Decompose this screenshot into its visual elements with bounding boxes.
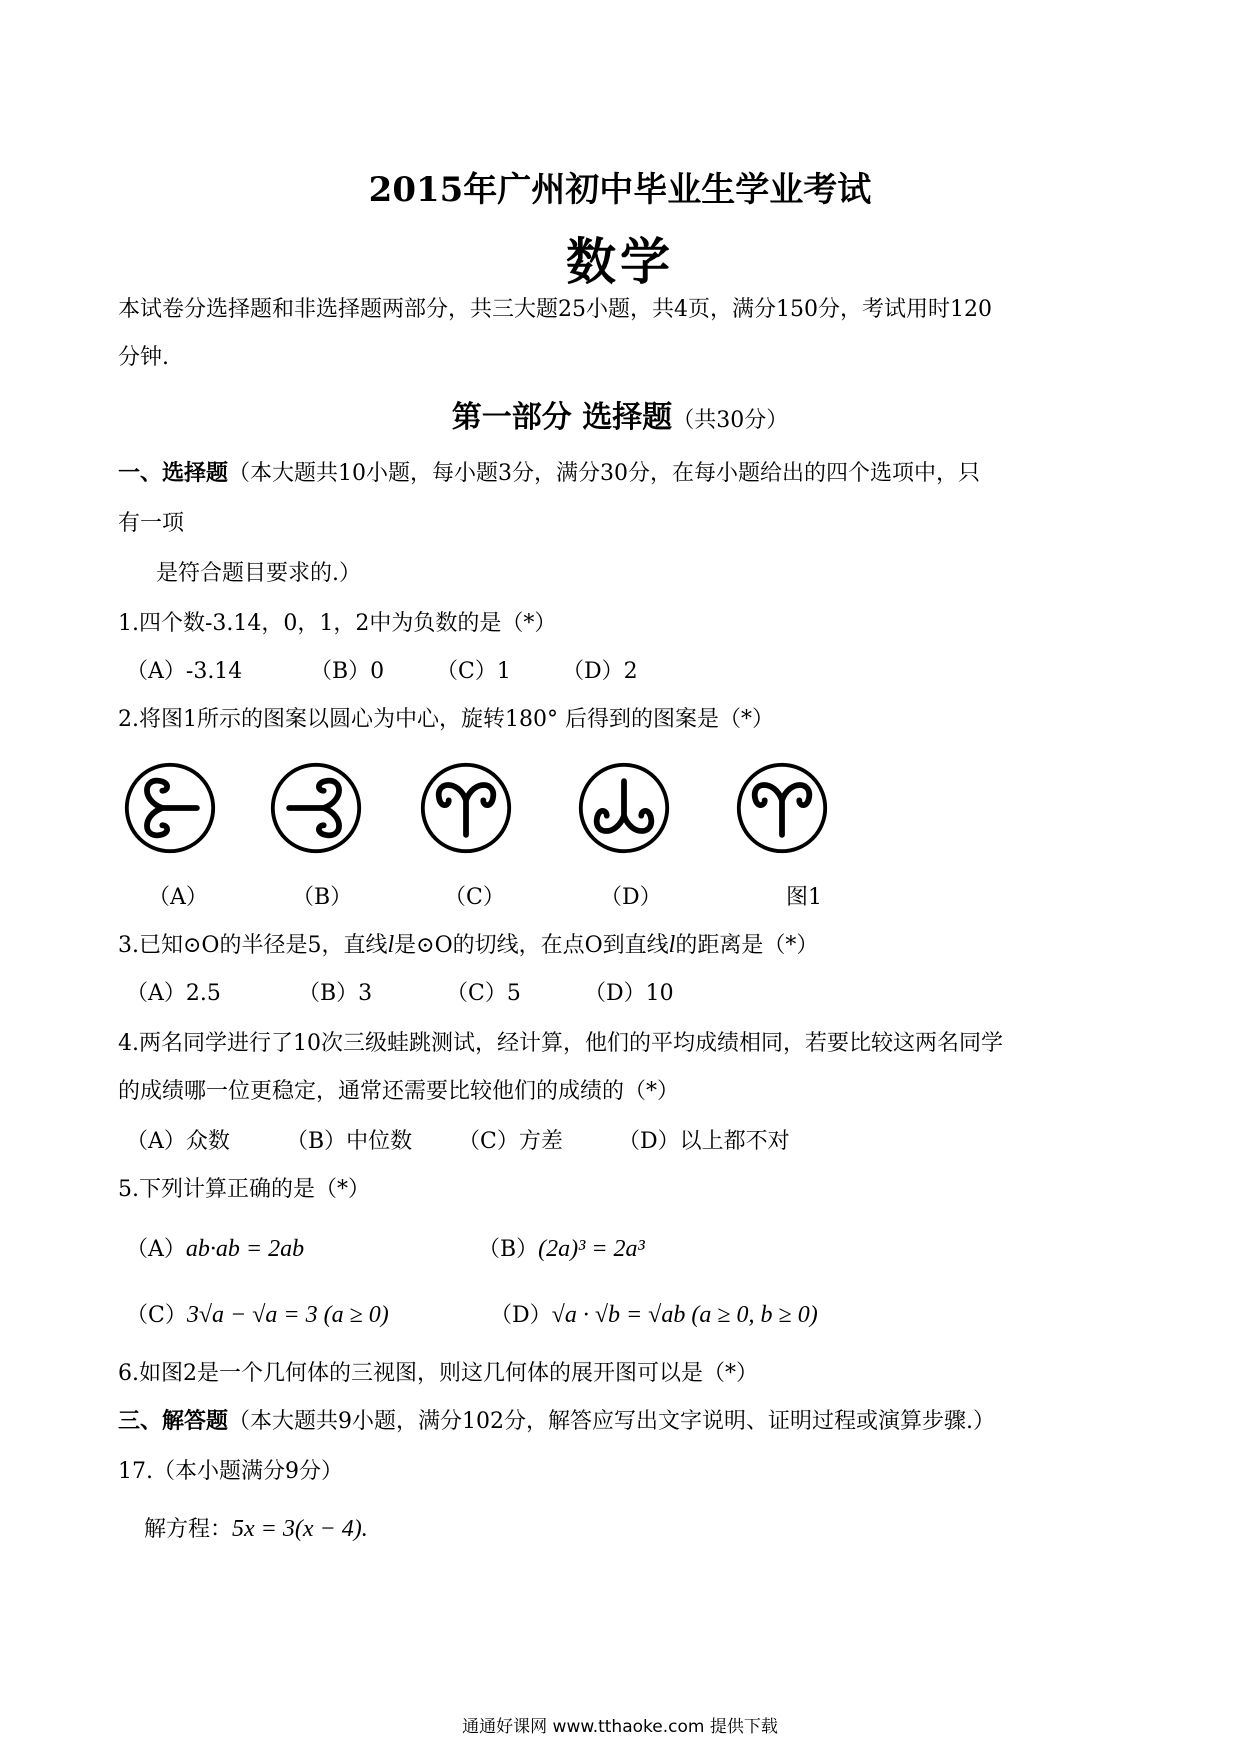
- intro-line-2: 分钟.: [118, 345, 169, 370]
- q1-option-c: （C）1: [436, 659, 511, 684]
- section1-desc-3: 是符合题目要求的.）: [156, 561, 361, 586]
- q5-d-label: （D）: [490, 1303, 552, 1328]
- symbol-c-icon: [418, 760, 514, 856]
- q4-stem-2: 的成绩哪一位更稳定，通常还需要比较他们的成绩的（*）: [118, 1079, 680, 1104]
- figure-1-icon: [734, 760, 830, 856]
- q3-stem: [118, 928, 818, 959]
- q3-line-l-2: l: [668, 932, 676, 958]
- q5-a-expr: ab·ab = 2ab: [185, 1236, 305, 1262]
- q5-option-b: [478, 1232, 645, 1263]
- q5-stem: 5.下列计算正确的是（*）: [118, 1177, 370, 1202]
- q5-b-expr: (2a)³ = 2a³: [538, 1236, 645, 1262]
- q3-stem-mid: 是⊙O的切线，在点O到直线: [394, 933, 669, 958]
- part1-score: （共30分）: [672, 408, 789, 433]
- footer-source: 通通好课网 www.tthaoke.com 提供下载: [462, 1717, 778, 1737]
- q4-stem-1: 4.两名同学进行了10次三级蛙跳测试，经计算，他们的平均成绩相同，若要比较这两名同学: [118, 1031, 1003, 1056]
- q5-option-c: [126, 1298, 389, 1329]
- symbol-a-icon: [122, 760, 218, 856]
- q2-stem: 2.将图1所示的图案以圆心为中心，旋转180° 后得到的图案是（*）: [118, 707, 774, 732]
- q5-option-d: [490, 1298, 818, 1329]
- q5-d-expr: √a · √b = √ab (a ≥ 0, b ≥ 0): [551, 1302, 818, 1328]
- symbol-a-label: （A）: [148, 885, 208, 910]
- section3-desc: [118, 1404, 995, 1435]
- q17-task: [144, 1512, 368, 1543]
- symbol-b-label: （B）: [292, 885, 353, 910]
- q5-option-a: [126, 1232, 304, 1263]
- q5-c-label: （C）: [126, 1303, 187, 1328]
- q3-option-a: （A）2.5: [126, 981, 221, 1006]
- intro-line-1: 本试卷分选择题和非选择题两部分，共三大题25小题，共4页，满分150分，考试用时120: [118, 297, 992, 322]
- symbol-d-icon: [576, 760, 672, 856]
- part1-heading: [0, 392, 1240, 436]
- section1-desc-2: 有一项: [118, 511, 185, 536]
- q3-stem-pre: 3.已知⊙O的半径是5，直线: [118, 933, 388, 958]
- q4-option-d: （D）以上都不对: [618, 1129, 790, 1154]
- q1-option-a: （A）-3.14: [126, 659, 243, 684]
- q3-stem-post: 的距离是（*）: [675, 933, 819, 958]
- q5-c-expr: 3√a − √a = 3 (a ≥ 0): [186, 1302, 389, 1328]
- q3-line-l-1: l: [387, 932, 395, 958]
- q3-option-b: （B）3: [298, 981, 373, 1006]
- q1-stem: 1.四个数-3.14，0，1，2中为负数的是（*）: [118, 611, 557, 636]
- section1-desc: [118, 456, 980, 487]
- symbol-d-label: （D）: [600, 885, 662, 910]
- q17-task-label: 解方程：: [144, 1517, 233, 1542]
- symbol-b-icon: [268, 760, 364, 856]
- q5-a-label: （A）: [126, 1237, 186, 1262]
- q17-title: 17.（本小题满分9分）: [118, 1459, 343, 1484]
- symbol-c-label: （C）: [444, 885, 505, 910]
- exam-subject: 数学: [566, 232, 674, 291]
- exam-title: 2015年广州初中毕业生学业考试: [368, 170, 872, 210]
- q1-option-b: （B）0: [310, 659, 385, 684]
- q3-option-c: （C）5: [446, 981, 521, 1006]
- part1-title: 第一部分 选择题: [451, 400, 673, 435]
- q17-equation: 5x = 3(x − 4).: [232, 1516, 368, 1542]
- q6-stem: 6.如图2是一个几何体的三视图，则这几何体的展开图可以是（*）: [118, 1361, 758, 1386]
- q1-option-d: （D）2: [562, 659, 638, 684]
- section1-desc-text: （本大题共10小题，每小题3分，满分30分，在每小题给出的四个选项中，只: [228, 461, 981, 486]
- q3-option-d: （D）10: [584, 981, 674, 1006]
- q4-option-a: （A）众数: [126, 1129, 230, 1154]
- section1-heading: 一、选择题: [118, 460, 229, 486]
- q4-option-b: （B）中位数: [286, 1129, 413, 1154]
- q4-option-c: （C）方差: [458, 1129, 563, 1154]
- q5-b-label: （B）: [478, 1237, 539, 1262]
- section3-heading: 三、解答题: [118, 1408, 229, 1434]
- section3-desc-text: （本大题共9小题，满分102分，解答应写出文字说明、证明过程或演算步骤.）: [228, 1409, 995, 1434]
- figure-1-label: 图1: [786, 885, 822, 910]
